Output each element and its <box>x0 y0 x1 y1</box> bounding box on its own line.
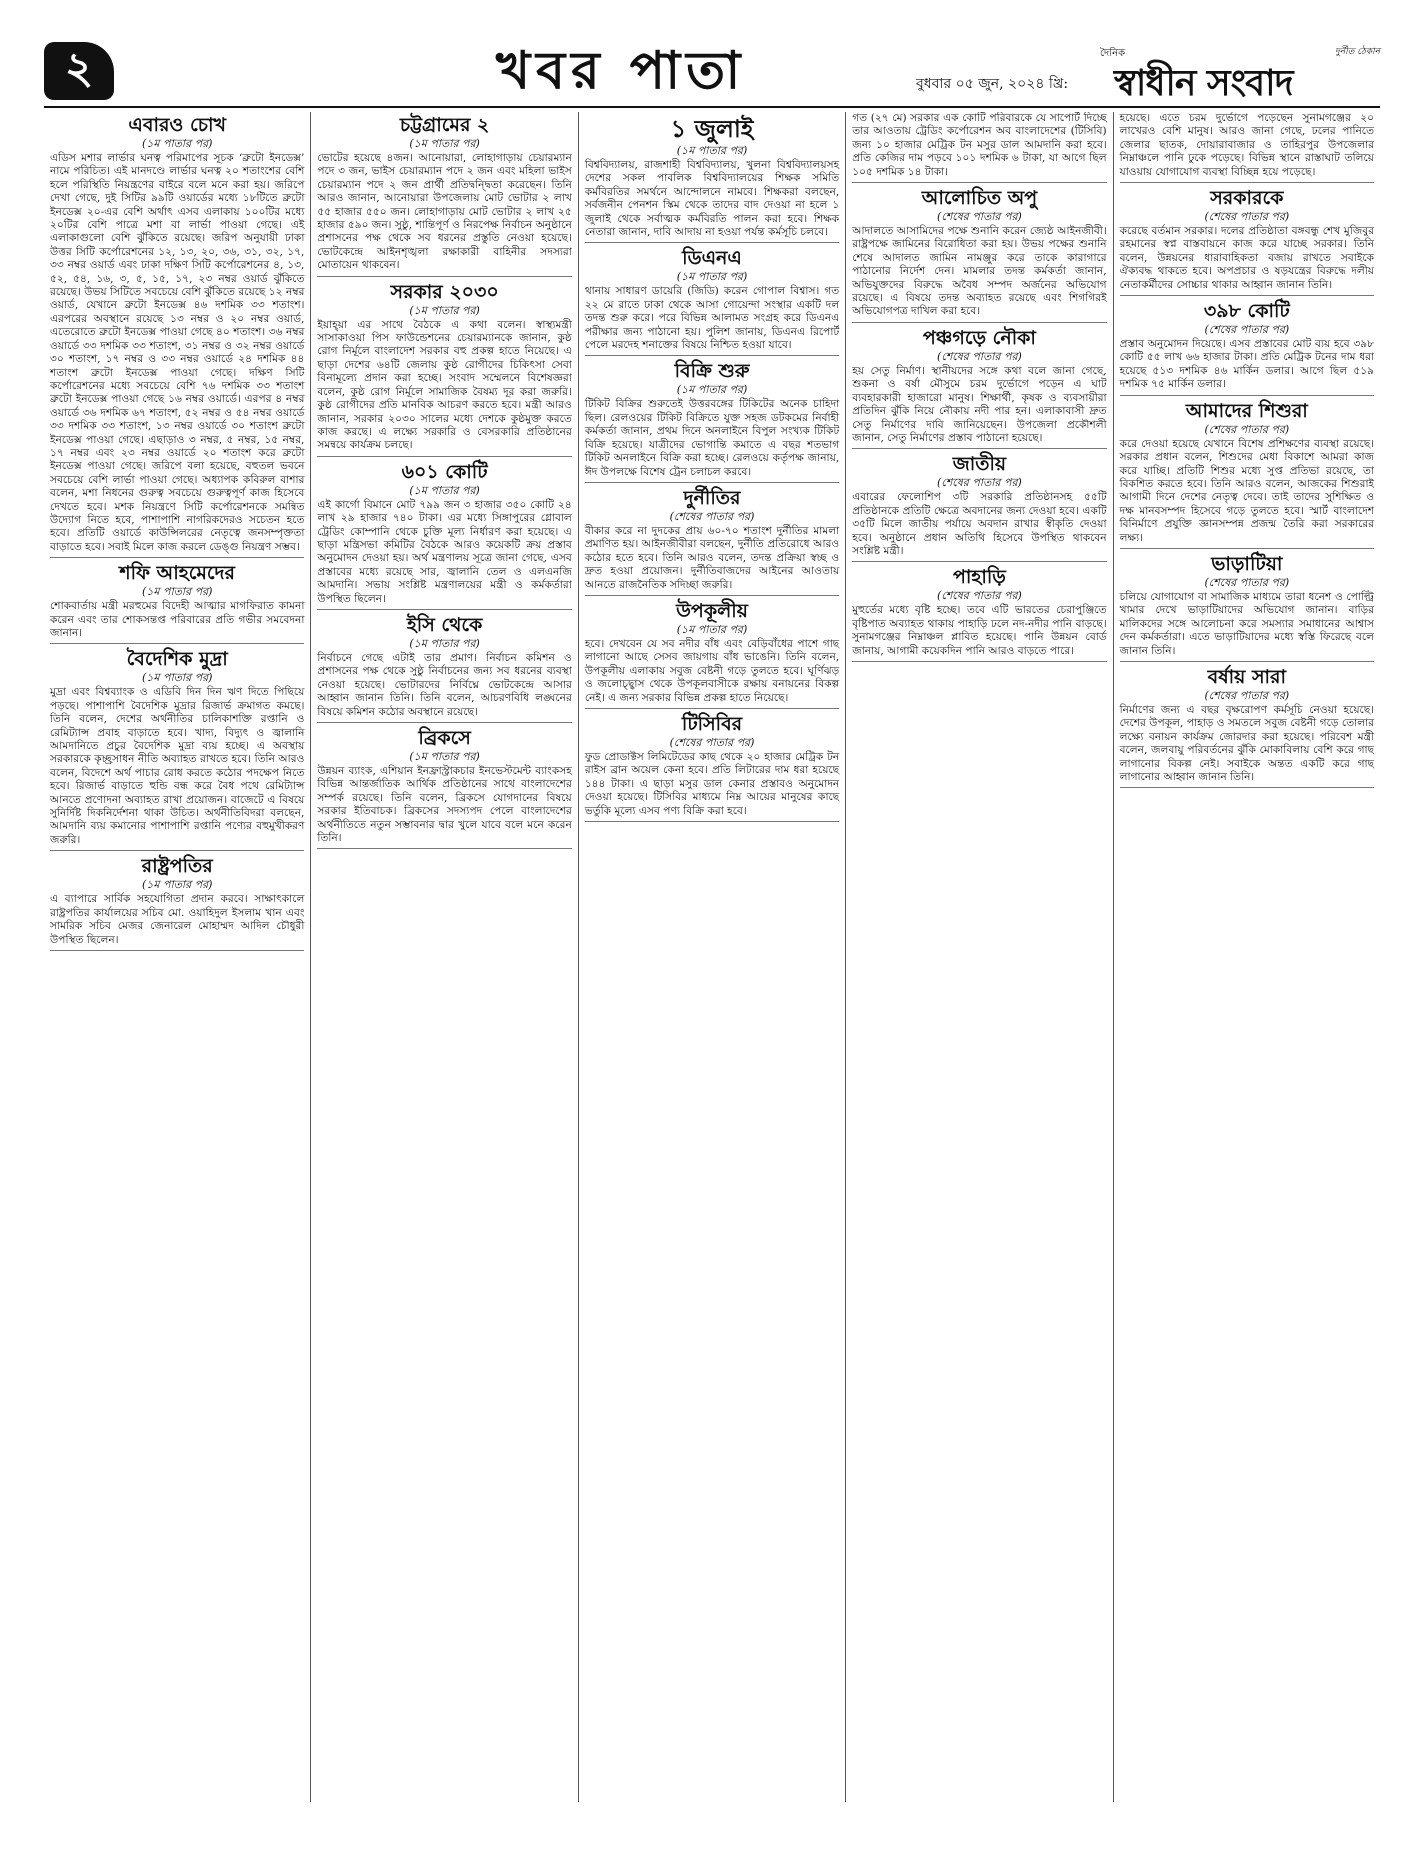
continuation-note: (১ম পাতার পর) <box>409 137 480 150</box>
continuation-note: (শেষের পাতার পর) <box>937 349 1022 363</box>
article-headline: উপকূলীয় <box>676 599 748 622</box>
article-body: এবারের ফেলোশিপ ৩টি সরকারি প্রতিষ্ঠানসহ ৫৫টি প্রতিষ্ঠানকে প্রতিটি ক্ষেত্রে অবদানের জন্য দেওয়া হবে। একটি ৩৫টি মিলে জাতীয় পর্যায়ে অবদান রাখার স্বীকৃতি দেওয়া হবে। অনুষ্ঠানে প্রধান অতিথি হিসেবে উপস্থিত থাকবেন সংশ্লিষ্ট মন্ত্রী। <box>852 491 1107 557</box>
article-body: ফুড প্রোডাক্টস লিমিটেডের কাছ থেকে ২০ হাজার মেট্রিক টন রাইস ব্রান অয়েল কেনা হবে। প্রতি লিটারের দাম ধরা হয়েছে ১৪৪ টাকা। এ ছাড়া মসুর ডাল কেনার প্রস্তাবও অনুমোদন দেওয়া হয়েছে। টিসিবির মাধ্যমে নিম্ন আয়ের মানুষের কাছে ভর্তুকি মূল্যে এসব পণ্য বিক্রি করা হবে। <box>584 750 840 817</box>
article <box>585 360 839 482</box>
article-body: থানায় সাধারণ ডায়েরি (জিডি) করেন গোপাল বিশ্বাস। গত ২২ মে রাতে ঢাকা থেকে আসা গোয়েন্দা সংস্থার একটি দল তদন্ত শুরু করে। পরে বিভিন্ন আলামত সংগ্রহ করে ডিএনএ পরীক্ষার জন্য পাঠানো হয়। পুলিশ জানায়, ডিএনএ রিপোর্ট পেলে মরদেহ শনাক্তের বিষয়ে নিশ্চিত হওয়া যাবে। <box>584 285 840 352</box>
article-separator <box>852 561 1106 562</box>
column-1 <box>44 112 311 1802</box>
article-body: বীকার করে না দুদকের প্রায় ৬০-৭০ শতাংশ দুর্নীতির মামলা প্রমাণিত হয়। আইনজীবীরা বলছেন, দুর্নীতি প্রতিরোধে আরও কঠোর হতে হবে। তিনি আরও বলেন, তদন্ত প্রক্রিয়া স্বচ্ছ ও দ্রুত হওয়া প্রয়োজন। দুর্নীতিবাজদের আইনের আওতায় আনতে রাজনৈতিক সদিচ্ছা জরুরি। <box>584 524 840 591</box>
continuation-note: (শেষের পাতার পর) <box>669 509 755 523</box>
article-headline: পাহাড়ি <box>952 566 1006 589</box>
article-body: হবে। দেখবেন যে সব নদীর বাঁধ এবং বেড়িবাঁধের পাশে গাছ লাগানো আছে সেসব জায়গায় বাঁধ ভাঙেনি। তিনি বলেন, উপকূলীয় এলাকায় সবুজ বেষ্টনী গড়ে তুলতে হবে। ঘূর্ণিঝড় ও জলোচ্ছ্বাস থেকে উপকূলবাসীকে রক্ষায় বনায়নের বিকল্প নেই। এ জন্য সরকার বিভিন্ন প্রকল্প হাতে নিয়েছে। <box>584 637 840 704</box>
article <box>317 614 571 723</box>
continuation-note: (শেষের পাতার পর) <box>1204 210 1290 224</box>
article-body: হয়েছে। এতে চরম দুর্ভোগে পড়েছেন সুনামগঞ্জের ২০ লাখেরও বেশি মানুষ। আরও জানা গেছে, ঢলের পানিতে জেলার ছাতক, দোয়ারাবাজার ও তাহিরপুর উপজেলার নিম্নাঞ্চলে পানি ঢুকে পড়েছে। বিভিন্ন স্থানে রাস্তাঘাট তলিয়ে যাওয়ায় যোগাযোগ ব্যবস্থা বিচ্ছিন্ন হয়ে পড়েছে। <box>1119 112 1375 178</box>
article-body: আদালতে আসামিদের পক্ষে শুনানি করেন জ্যেষ্ঠ আইনজীবী। রাষ্ট্রপক্ষে জামিনের বিরোধিতা করা হয়। উভয় পক্ষের শুনানি শেষে আদালত জামিন নামঞ্জুর করে তাকে কারাগারে পাঠানোর নির্দেশ দেন। মামলার তদন্ত কর্মকর্তা জানান, অভিযুক্তদের বিরুদ্ধে অবৈধ সম্পদ অর্জনের অভিযোগ রয়েছে। এ বিষয়ে তদন্ত অব্যাহত রয়েছে এবং শিগগিরই অভিযোগপত্র দাখিল করা হবে। <box>852 225 1107 318</box>
article-separator <box>1120 395 1374 396</box>
article-headline: আলোচিত অপু <box>921 187 1038 210</box>
article-separator <box>852 322 1106 323</box>
article-separator <box>585 355 839 356</box>
newspaper-logo <box>1100 42 1380 104</box>
article-body: নির্মাণের জন্য এ বছর বৃক্ষরোপণ কর্মসূচি নেওয়া হয়েছে। দেশের উপকূল, পাহাড় ও সমতলে সবুজ বেষ্টনী গড়ে তোলার লক্ষ্যে বনায়ন কার্যক্রম জোরদার করা হয়েছে। পরিবেশ মন্ত্রী বলেন, জলবায়ু পরিবর্তনের ঝুঁকি মোকাবিলায় বেশি করে গাছ লাগানোর বিকল্প নেই। সবাইকে অন্তত একটি করে গাছ লাগানোর আহ্বান জানান তিনি। <box>1119 703 1375 783</box>
continuation-note: (১ম পাতার পর) <box>676 622 748 636</box>
article-separator <box>1120 182 1374 183</box>
article <box>1120 187 1374 296</box>
continuation-note: (১ম পাতার পর) <box>409 303 480 317</box>
continuation-note: (১ম পাতার পর) <box>676 270 748 284</box>
continuation-note: (শেষের পাতার পর) <box>937 210 1022 224</box>
article-headline: ভাড়াটিয়া <box>1211 552 1283 575</box>
article-separator <box>585 242 839 243</box>
article <box>1120 112 1374 183</box>
article-separator <box>50 643 304 644</box>
article-body: করেছে বর্তমান সরকার। দলের প্রতিষ্ঠাতা বঙ্গবন্ধু শেখ মুজিবুর রহমানের স্বপ্ন বাস্তবায়নে কাজ করে যাচ্ছে সরকার। তিনি বলেন, উন্নয়নের ধারাবাহিকতা বজায় রাখতে সবাইকে ঐক্যবদ্ধ থাকতে হবে। অপপ্রচার ও ষড়যন্ত্রের বিরুদ্ধে দলীয় নেতাকর্মীদের সোচ্চার থাকার আহ্বান জানান তিনি। <box>1119 225 1375 291</box>
article-headline: জাতীয় <box>952 453 1007 476</box>
article <box>585 487 839 596</box>
article-body: এডিস মশার লার্ভার ঘনত্ব পরিমাপের সূচক ‘ব্রুটো ইনডেক্স’ নামে পরিচিত। এই মানদণ্ডে লার্ভার ঘনত্ব ২০ শতাংশের বেশি হলে পরিস্থিতি নিয়ন্ত্রণের বাইরে বলে মনে করা হয়। জরিপে দেখা গেছে, দুই সিটির ৯৯টি ওয়ার্ডের মধ্যে ১৮টিতে ব্রুটো ইনডেক্স ২০-এর বেশি অর্থাৎ এসব এলাকায় ১০০টির মধ্যে ২০টির বেশি পাত্রে মশা বা লার্ভা পাওয়া গেছে। এই এলাকাগুলো বেশি ঝুঁকিতে রয়েছে। জরিপ অনুযায়ী ঢাকা উত্তর সিটি কর্পোরেশনের ১২, ১৩, ২০, ৩৬, ৩১, ৩২, ১৭, ৩৩ নম্বর ওয়ার্ড এবং ঢাকা দক্ষিণ সিটি কর্পোরেশনের ৪, ১৩, ৫২, ৫৪, ১৬, ৩, ৫, ১৫, ১৭, ২৩ নম্বর ওয়ার্ড ঝুঁকিতে রয়েছে। উভয় সিটিতে সবচেয়ে বেশি ঝুঁকিতে রয়েছে ১২ নম্বর ওয়ার্ড, যেখানে ব্রুটো ইনডেক্স ৪৬ দশমিক ৩৩ শতাংশ। এরপরের অবস্থানে রয়েছে ১৩ নম্বর ও ২০ নম্বর ওয়ার্ড, এতেরোতে ব্রুটো ইনডেক্স পাওয়া গেছে ৪০ শতাংশ। ৩৬ নম্বর ওয়ার্ডে ৩৩ দশমিক ৩৩ শতাংশ, ৩১ নম্বর ও ৩২ নম্বর ওয়ার্ডে ৩০ শতাংশ, ১৭ নম্বর ও ৩৩ নম্বর ওয়ার্ডে ২৪ দশমিক ৪৪ শতাংশ ব্রুটো ইনডেক্স পাওয়া গেছে। দক্ষিণ সিটি কর্পোরেশনের মধ্যে সবচেয়ে বেশি ৭৬ দশমিক ৩৩ শতাংশ ব্রুটো ইনডেক্স পাওয়া গেছে ১৬ নম্বর ওয়ার্ডে। এরপর ৪ নম্বর ওয়ার্ডে ৩৬ দশমিক ৬৭ শতাংশ, ৫২ নম্বর ও ৫৪ নম্বর ওয়ার্ডে ৩৩ দশমিক ৩৩ শতাংশ, ১৩ নম্বর ওয়ার্ডে ৩০ শতাংশ ব্রুটো ইনডেক্স পাওয়া গেছে। এছাড়াও ৩ নম্বর, ৫ নম্বর, ১৫ নম্বর, ১৭ নম্বর এবং ২৩ নম্বর ওয়ার্ডে ২০ শতাংশ করে ব্রুটো ইনডেক্স পাওয়া গেছে। জরিপে বলা হয়েছে, বহুতল ভবনে সবচেয়ে বেশি লার্ভা পাওয়া গেছে। অধ্যাপক কবিরুল বাশার বলেন, মশা নিধনের গুরুত্ব সবচেয়ে গুরুত্বপূর্ণ কাজ হিসেবে দেখতে হবে। মশক নিয়ন্ত্রণে সিটি কর্পোরেশনকে সমন্বিত উদ্যোগ নিতে হবে, পাশাপাশি নাগরিকদেরও সচেতন হতে হবে। প্রতিটি ওয়ার্ডে কাউন্সিলরের নেতৃত্বে জনসম্পৃক্ততা বাড়াতে হবে। সবাই মিলে কাজ করলে ডেঙ্গু নিয়ন্ত্রণ সম্ভব। <box>50 152 305 553</box>
article-body: নির্বাচনে গেছে এটাই তার প্রমাণ। নির্বাচন কমিশন ও প্রশাসনের পক্ষ থেকে সুষ্ঠু নির্বাচনের জন্য সব ধরনের ব্যবস্থা নেওয়া হয়েছে। ভোটারদের নির্বিঘ্নে ভোটকেন্দ্রে আসার আহ্বান জানান তিনি। তিনি বলেন, আচরণবিধি লঙ্ঘনের বিষয়ে কমিশন কঠোর অবস্থানে রয়েছে। <box>317 651 572 718</box>
article <box>50 855 304 951</box>
article-separator <box>852 661 1106 662</box>
article-headline: চট্টগ্রামের ২ <box>399 114 490 136</box>
logo-small-text: দৈনিক <box>1100 48 1126 59</box>
article-body: ইয়াহ্য়া এর সাথে বৈঠকে এ কথা বলেন। স্বাস্থ্যমন্ত্রী সাসাকাওয়া পিস ফাউন্ডেশনের চেয়ারম্যানকে জানান, কুষ্ঠ রোগ নির্মূলে বাংলাদেশ সরকার বহু প্রকল্প হাতে নিয়েছে। এ ছাড়া দেশের ৬৪টি জেলায় কুষ্ঠ রোগীদের চিকিৎসা সেবা বিনামূল্যে প্রদান করা হচ্ছে। সংবাদ সম্মেলনে বিশেষজ্ঞরা বলেন, কুষ্ঠ রোগ নির্মূলে সামাজিক বৈষম্য দূর করা জরুরি। কুষ্ঠ রোগীদের প্রতি মানবিক আচরণ করতে হবে। মন্ত্রী আরও জানান, সরকার ২০৩০ সালের মধ্যে দেশকে কুষ্ঠমুক্ত করতে কাজ করছে। এ লক্ষ্যে সরকারি ও বেসরকারি প্রতিষ্ঠানের সমন্বয়ে কার্যক্রম চলছে। <box>317 318 572 452</box>
article-headline: ইসি থেকে <box>406 613 483 636</box>
article-headline: পঞ্চগড়ে নৌকা <box>922 326 1036 349</box>
article-separator <box>317 848 571 849</box>
article-separator <box>50 950 304 951</box>
column-2 <box>311 112 578 1802</box>
article-separator <box>317 722 571 723</box>
article <box>585 713 839 822</box>
article <box>1120 300 1374 396</box>
article-headline: ৩৯৮ কোটি <box>1203 300 1290 323</box>
article <box>317 114 571 277</box>
column-5 <box>1114 112 1380 1802</box>
date-line: বুধবার ০৫ জুন, ২০২৪ খ্রি: <box>916 76 1069 92</box>
article-separator <box>585 595 839 596</box>
article <box>1120 553 1374 662</box>
article-body: প্রস্তাব অনুমোদন দিয়েছে। এসব প্রস্তাবের মোট ব্যয় হবে ৩৯৮ কোটি ৫৫ লাখ ৬৬ হাজার টাকা। প্রতি মেট্রিক টনের দাম ধরা হয়েছে ৫১৩ দশমিক ৪৬ মার্কিন ডলার। আগে ছিল ৫১৯ দশমিক ৭৫ মার্কিন ডলার। <box>1119 338 1375 391</box>
article-separator <box>585 708 839 709</box>
article-headline: ডিএনএ <box>682 247 742 270</box>
column-4 <box>846 112 1113 1802</box>
article-separator <box>50 557 304 558</box>
article-body: হয় সেতু নির্মাণ। স্থানীয়দের সঙ্গে কথা বলে জানা গেছে, শুকনা ও বর্ষা মৌসুমে চরম দুর্ভোগে পড়েন এ ঘাট ব্যবহারকারী হাজারো মানুষ। শিক্ষার্থী, কৃষক ও ব্যবসায়ীরা প্রতিদিন ঝুঁকি নিয়ে নৌকায় নদী পার হন। এলাকাবাসী দ্রুত সেতু নির্মাণের দাবি জানিয়েছেন। উপজেলা প্রকৌশলী জানান, সেতু নির্মাণের প্রস্তাব পাঠানো হয়েছে। <box>852 364 1107 444</box>
continuation-note: (১ম পাতার পর) <box>141 137 213 150</box>
article-body: বিশ্ববিদ্যালয়, রাজশাহী বিশ্ববিদ্যালয়, খুলনা বিশ্ববিদ্যালয়সহ দেশের সকল পাবলিক বিশ্ববিদ্যালয়ের শিক্ষক সমিতি কর্মবিরতির সমর্থনে আন্দোলনে নামবে। শিক্ষকরা বলছেন, সর্বজনীন পেনশন স্কিম থেকে তাদের বাদ দেওয়া না হলে ১ জুলাই থেকে সর্বাত্মক কর্মবিরতি পালন করা হবে। শিক্ষক নেতারা জানান, দাবি আদায় না হওয়া পর্যন্ত কর্মসূচি চলবে। <box>584 159 840 239</box>
masthead <box>44 42 1380 102</box>
article-separator <box>317 276 571 277</box>
article <box>852 327 1106 449</box>
column-3 <box>579 112 846 1802</box>
continuation-note: (শেষের পাতার পর) <box>1204 422 1290 436</box>
article-headline: ৬০১ কোটি <box>401 460 488 483</box>
columns <box>44 112 1380 1802</box>
article-headline: বর্ষায় সারা <box>1207 665 1287 688</box>
article <box>1120 400 1374 549</box>
article-headline: রাষ্ট্রপতির <box>141 855 213 878</box>
article-separator <box>1120 787 1374 788</box>
article-separator <box>1120 295 1374 296</box>
continuation-note: (শেষের পাতার পর) <box>937 476 1022 490</box>
page-number-badge: ২ <box>44 42 114 100</box>
article-headline: বিক্রি শুরু <box>674 360 750 383</box>
section-title: খবর পাতা <box>496 40 747 101</box>
continuation-note: (শেষের পাতার পর) <box>1204 575 1290 589</box>
article <box>585 600 839 709</box>
article-body: উন্নয়ন ব্যাংক, এশিয়ান ইনফ্রাস্ট্রাকচার ইনভেস্টমেন্ট ব্যাংকসহ বিভিন্ন আন্তর্জাতিক আর্থিক প্রতিষ্ঠানের সাথে বাংলাদেশের সম্পর্ক রয়েছে। তিনি বলেন, ব্রিকসে যোগদানের বিষয়ে সরকার ইতিবাচক। ব্রিকসের সদস্যপদ পেলে বাংলাদেশের অর্থনীতিতে নতুন সম্ভাবনার দ্বার খুলে যাবে বলে মনে করেন তিনি। <box>317 765 572 845</box>
article-body: চলিয়ে যোগাযোগ বা সামাজিক মাধ্যমে তারা ধনেশ ও পোল্ট্রি খামার দেখে ভাড়াটিয়াদের অভিযোগ জানান। বাড়ির মালিকদের সঙ্গে আলোচনা করে সমস্যার সমাধানের আশ্বাস দেন কর্মকর্তারা। এতে ভাড়াটিয়াদের মধ্যে স্বস্তি ফিরেছে বলে জানান তিনি। <box>1119 590 1375 657</box>
continuation-note: (১ম পাতার পর) <box>409 636 480 650</box>
article-body: শোকবার্তায় মন্ত্রী মরহুমের বিদেহী আত্মার মাগফিরাত কামনা করেন এবং তার শোকসন্তপ্ত পরিবারের প্রতি গভীর সমবেদনা জানান। <box>50 600 305 639</box>
article <box>317 727 571 849</box>
article-separator <box>317 456 571 457</box>
article-body: ভোটের হয়েছে ৪জন। আনোয়ারা, লোহাগাড়ায় চেয়ারম্যান পদে ৩ জন, ভাইস চেয়ারম্যান পদে ২ জন এবং মহিলা ভাইস চেয়ারম্যান পদে ২ জন প্রার্থী প্রতিদ্বন্দ্বিতা করেছেন। তিনি আরও জানান, আনোয়ারা উপজেলায় মোট ভোটার ২ লাখ ৫৫ হাজার ৫৫০ জন। লোহাগাড়ায় মোট ভোটার ২ লাখ ২৫ হাজার ৫৯০ জন। সুষ্ঠু, শান্তিপূর্ণ ও নিরপেক্ষ নির্বাচন অনুষ্ঠানে প্রশাসনের পক্ষ থেকে সব ধরনের প্রস্তুতি নেওয়া হয়েছে। ভোটকেন্দ্রে আইনশৃঙ্খলা রক্ষাকারী বাহিনীর সদস্যরা মোতায়েন থাকবেন। <box>317 152 572 272</box>
continuation-note: (১ম পাতার পর) <box>141 585 213 599</box>
article-body: মুদ্রা এবং বিশ্বব্যাংক ও এডিবি দিন দিন ঋণ দিতে পিছিয়ে পড়ছে। পাশাপাশি বৈদেশিক মুদ্রার রিজার্ভ ক্রমাগত কমছে। তিনি বলেন, দেশের অর্থনীতির চালিকাশক্তি রপ্তানি ও রেমিট্যান্স প্রবাহ বাড়াতে হবে। খাদ্য, বিদ্যুৎ ও জ্বালানি আমদানিতে প্রচুর বৈদেশিক মুদ্রা ব্যয় হচ্ছে। এ অবস্থায় সরকারকে কৃচ্ছ্রসাধন নীতি অব্যাহত রাখতে হবে। তিনি আরও বলেন, বিদেশে অর্থ পাচার রোধ করতে কঠোর পদক্ষেপ নিতে হবে। রিজার্ভ বাড়াতে হুন্ডি বন্ধ করে বৈধ পথে রেমিট্যান্স আনতে প্রণোদনা অব্যাহত রাখা প্রয়োজন। বাজেটে এ বিষয়ে সুনির্দিষ্ট দিকনির্দেশনা থাকা উচিত। অর্থনীতিবিদরা বলছেন, আমদানি ব্যয় কমানোর পাশাপাশি রপ্তানি পণ্যের বহুমুখীকরণ জরুরি। <box>50 686 305 846</box>
article-separator <box>1120 661 1374 662</box>
article <box>50 562 304 644</box>
article-separator <box>317 609 571 610</box>
article <box>585 247 839 356</box>
continuation-note: (১ম পাতার পর) <box>409 750 480 763</box>
article <box>585 114 839 243</box>
article-separator <box>852 182 1106 183</box>
continuation-note: (শেষের পাতার পর) <box>1204 688 1290 702</box>
continuation-note: (শেষের পাতার পর) <box>1204 323 1290 337</box>
continuation-note: (১ম পাতার পর) <box>676 383 748 397</box>
article-headline: টিসিবির <box>681 712 743 735</box>
continuation-note: (শেষের পাতার পর) <box>669 735 755 749</box>
article-body: গত (২৭ মে) সরকার এক কোটি পরিবারকে যে সাপোর্ট দিচ্ছে তার আওতায় ট্রেডিং কর্পোরেশন অব বাংলাদেশের (টিসিবি) জন্য ১০ হাজার মেট্রিক টন মসুর ডাল আমদানি করা হবে। প্রতি কেজির দাম পড়বে ১০১ দশমিক ৬ টাকা, যা আগে ছিল ১০৫ দশমিক ১৪ টাকা। <box>852 112 1107 178</box>
continuation-note: (১ম পাতার পর) <box>676 144 748 157</box>
article-headline: ব্রিকসে <box>418 727 471 749</box>
article-body: এই কার্গো বিমানে মোট ৭৯৯ জন ৩ হাজার ৩৫০ কোটি ২৪ লাখ ২৯ হাজার ৭৪০ টাকা। এর মধ্যে সিঙ্গাপুরের গ্লোবাল ট্রেডিং কোম্পানি থেকে চুক্তি মূল্য নির্ধারণ করা হয়েছে। এ ছাড়া মন্ত্রিসভা কমিটির বৈঠকে আরও কয়েকটি ক্রয় প্রস্তাব অনুমোদন দেওয়া হয়। অর্থ মন্ত্রণালয় সূত্রে জানা গেছে, এসব প্রস্তাবের মধ্যে রয়েছে সার, জ্বালানি তেল ও এলএনজি আমদানি। সভায় সংশ্লিষ্ট মন্ত্রণালয়ের মন্ত্রী ও কর্মকর্তারা উপস্থিত ছিলেন। <box>317 498 572 605</box>
article <box>852 187 1106 323</box>
article <box>1120 666 1374 788</box>
article <box>317 281 571 457</box>
article <box>852 566 1106 662</box>
article-separator <box>50 850 304 851</box>
article-headline: বৈদেশিক মুদ্রা <box>126 648 228 671</box>
article <box>852 112 1106 183</box>
article <box>50 648 304 851</box>
continuation-note: (১ম পাতার পর) <box>409 483 480 497</box>
article-headline: এবারও চোখ <box>128 114 226 136</box>
continuation-note: (১ম পাতার পর) <box>141 878 213 892</box>
article-separator <box>585 482 839 483</box>
article-headline: শফি আহমেদের <box>119 562 235 585</box>
article <box>50 114 304 558</box>
article-headline: ১ জুলাই <box>670 114 754 143</box>
article <box>852 453 1106 562</box>
article-body: করে দেওয়া হয়েছে যেখানে বিশেষ প্রশিক্ষণের ব্যবস্থা রয়েছে। সরকার প্রধান বলেন, শিশুদের মেধা বিকাশে আমরা কাজ করে যাচ্ছি। প্রতিটি শিশুর মধ্যে সুপ্ত প্রতিভা রয়েছে, তা বিকশিত করতে হবে। তিনি আরও বলেন, আজকের শিশুরাই আগামী দিনে দেশের নেতৃত্ব দেবে। তাই তাদের সুশিক্ষিত ও দক্ষ মানবসম্পদ হিসেবে গড়ে তুলতে হবে। স্মার্ট বাংলাদেশ বিনির্মাণে প্রযুক্তি জ্ঞানসম্পন্ন প্রজন্ম তৈরি করা সরকারের লক্ষ্য। <box>1119 437 1375 544</box>
article-body: টিকিট বিক্রির শুরুতেই উত্তরবঙ্গের টিকিটের অনেক চাহিদা ছিল। রেলওয়ের টিকিট বিক্রিতে যুক্ত সহজ ডটকমের নির্বাহী কর্মকর্তা জানান, প্রথম দিনে অনলাইনে বিপুল সংখ্যক টিকিট বিক্রি হয়েছে। যাত্রীদের ভোগান্তি কমাতে এ বছর শতভাগ টিকিট অনলাইনে বিক্রি করা হচ্ছে। রেলওয়ে কর্তৃপক্ষ জানায়, ঈদ উপলক্ষে বিশেষ ট্রেন চলাচল করবে। <box>584 398 840 478</box>
article-body: মুহুর্তের মধ্যে বৃষ্টি হচ্ছে। তবে এটি ভারতের চেরাপুঞ্জিতে বৃষ্টিপাত অব্যাহত থাকায় পাহাড়ি ঢলে নদ-নদীর পানি বাড়ছে। সুনামগঞ্জের নিম্নাঞ্চল প্লাবিত হয়েছে। পানি উন্নয়ন বোর্ড জানায়, আগামী কয়েকদিন পানি আরও বাড়তে পারে। <box>852 604 1107 657</box>
continuation-note: (১ম পাতার পর) <box>141 671 213 685</box>
article-body: এ ব্যাপারে সার্বিক সহযোগিতা প্রদান করবে। সাক্ষাৎকালে রাষ্ট্রপতির কার্যালয়ের সচিব মো. ওয়াহিদুল ইসলাম খান এবং সামরিক সচিব মেজর জেনারেল মোহাম্মদ আদিল চৌধুরী উপস্থিত ছিলেন। <box>50 893 305 946</box>
logo-tagline: দুর্নীত ঠেকান <box>1334 47 1380 57</box>
header-rule <box>44 106 1380 108</box>
article-headline: আমাদের শিশুরা <box>1185 399 1308 422</box>
article-separator <box>585 821 839 822</box>
article-headline: সরকারকে <box>1210 187 1284 210</box>
article-headline: দুর্নীতির <box>683 486 741 509</box>
article-separator <box>852 448 1106 449</box>
article-headline: সরকার ২০৩০ <box>390 280 499 303</box>
continuation-note: (শেষের পাতার পর) <box>937 589 1022 603</box>
article <box>317 461 571 610</box>
logo-name: স্বাধীন সংবাদ <box>1114 63 1293 104</box>
article-separator <box>1120 548 1374 549</box>
